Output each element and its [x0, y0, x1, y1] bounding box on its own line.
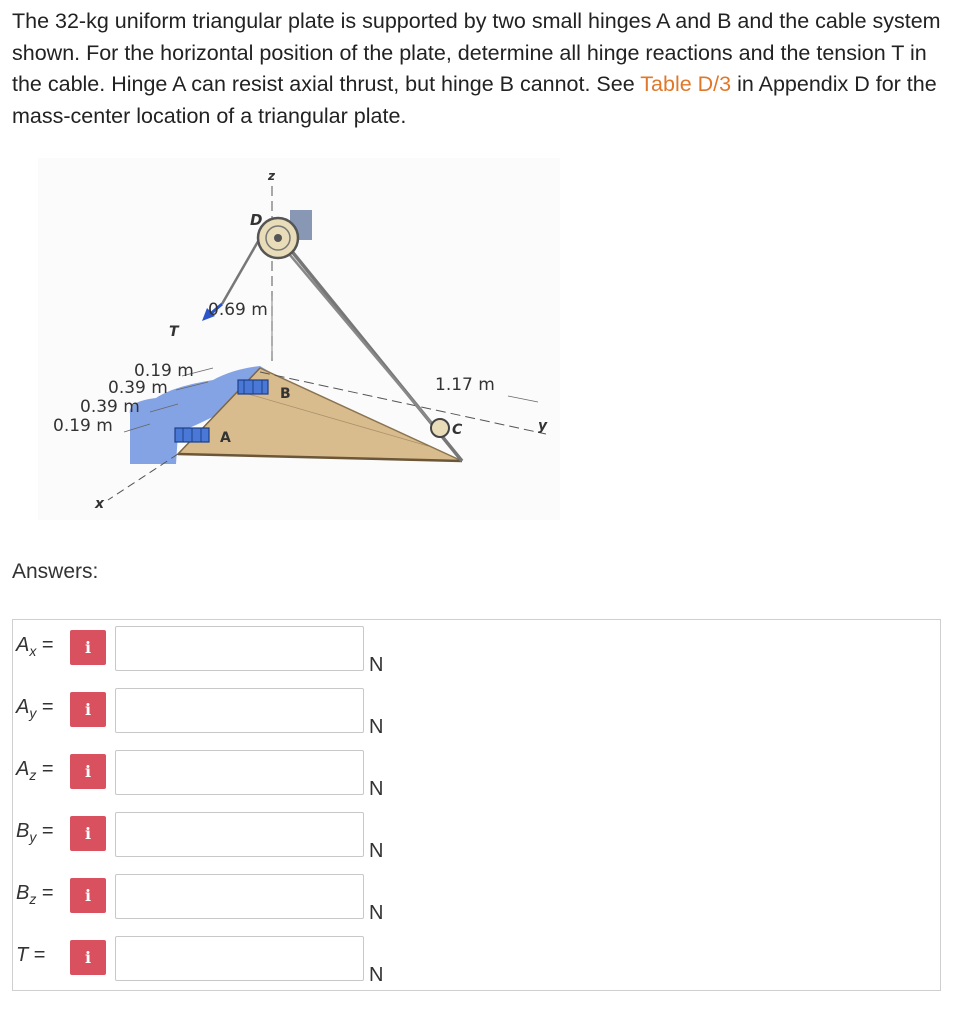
var-label-bz: $B_z$ = — [16, 882, 54, 907]
dim-019-top: 0.19 m — [134, 361, 194, 381]
var-label-ay: $A_y$ = — [16, 696, 54, 721]
dim-069: 0.69 m — [208, 300, 268, 320]
answer-row-by — [13, 806, 940, 862]
label-y: y — [538, 418, 548, 434]
answer-input-by[interactable] — [115, 812, 364, 857]
answer-row-ay — [13, 682, 940, 738]
pulley-d-hub — [274, 234, 282, 242]
answer-row-bz — [13, 868, 940, 924]
unit-label: N — [369, 840, 384, 862]
dim-117: 1.17 m — [435, 375, 495, 395]
var-label-by: $B_y$ = — [16, 820, 54, 845]
problem-statement — [12, 6, 957, 132]
plate-figure — [38, 158, 560, 520]
label-z: z — [268, 169, 275, 183]
answers-heading: Answers: — [12, 560, 99, 583]
dim-039-bottom: 0.39 m — [80, 397, 140, 417]
info-button[interactable]: i — [70, 754, 106, 789]
label-c: C — [452, 422, 463, 438]
var-label-az: $A_z$ = — [16, 758, 54, 783]
label-b: B — [280, 386, 291, 402]
label-a: A — [220, 430, 231, 446]
label-x: x — [95, 496, 105, 512]
answer-panel — [12, 619, 941, 991]
answer-input-ax[interactable] — [115, 626, 364, 671]
answer-input-ay[interactable] — [115, 688, 364, 733]
dim-019-bottom: 0.19 m — [53, 416, 113, 436]
unit-label: N — [369, 964, 384, 986]
table-d3-link[interactable]: Table D/3 — [640, 72, 732, 96]
info-button[interactable]: i — [70, 816, 106, 851]
info-button[interactable]: i — [70, 692, 106, 727]
unit-label: N — [369, 778, 384, 800]
answer-input-az[interactable] — [115, 750, 364, 795]
dim-039-top: 0.39 m — [108, 378, 168, 398]
problem-text-before: The 32-kg uniform triangular plate is supported by two small hinges A and B and the cable system shown. For the horizontal position of the plate, determine all hinge reactions and the tension T in the cable. Hinge A can resist axial thrust, but hinge B cannot. See — [12, 9, 941, 96]
pulley-c — [431, 419, 449, 437]
info-button[interactable]: i — [70, 630, 106, 665]
problem-text-after: in Appendix D for the mass-center location of a triangular plate. — [12, 72, 937, 128]
label-t: T — [169, 324, 179, 340]
unit-label: N — [369, 716, 384, 738]
unit-label: N — [369, 654, 384, 676]
var-label-ax: $A_x$ = — [16, 634, 54, 659]
answer-input-bz[interactable] — [115, 874, 364, 919]
info-button[interactable]: i — [70, 878, 106, 913]
var-label-t: T = — [16, 944, 46, 966]
answer-input-t[interactable] — [115, 936, 364, 981]
figure-svg — [38, 158, 560, 520]
answer-row-t — [13, 930, 940, 986]
answer-row-az — [13, 744, 940, 800]
info-button[interactable]: i — [70, 940, 106, 975]
answer-row-ax — [13, 620, 940, 676]
unit-label: N — [369, 902, 384, 924]
label-d: D — [250, 211, 263, 229]
